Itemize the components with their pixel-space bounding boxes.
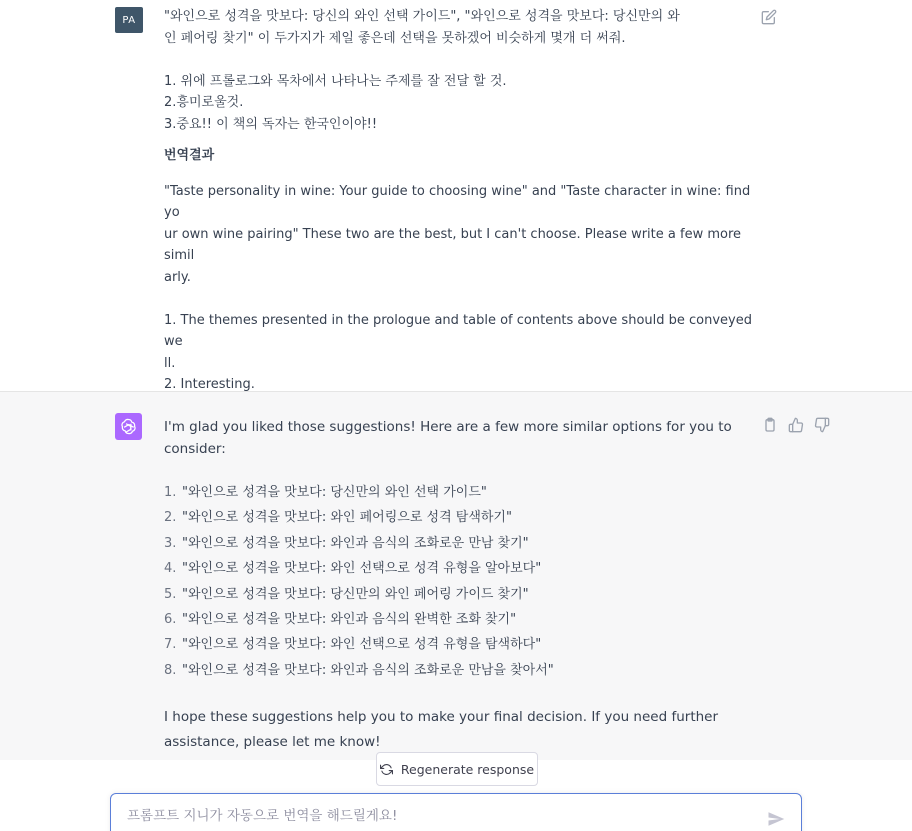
paper-plane-icon[interactable] [767,810,785,828]
list-number: 5. [164,586,177,602]
list-item [164,505,764,530]
translation-line: "Taste personality in wine: Your guide to choosing wine" and "Taste character in wine: find yo [164,183,755,220]
openai-logo-icon [115,413,142,440]
suggestion-title: "와인으로 성격을 맛보다: 와인과 음식의 조화로운 만남 찾기" [182,535,529,551]
list-item [164,658,764,683]
message-actions [762,417,830,433]
list-item [164,531,764,556]
translation-line: arly. [164,269,191,285]
suggestion-title: "와인으로 성격을 맛보다: 와인 선택으로 성격 유형을 탐색하다" [182,637,542,653]
assistant-message [0,392,912,760]
assistant-intro: I'm glad you liked those suggestions! Here are a few more similar options for you to consider: [164,419,732,457]
translation-requirement: ll. [164,355,176,371]
user-message [0,0,912,392]
translation-line: ur own wine pairing" These two are the best, but I can't choose. Please write a few more simil [164,226,746,263]
list-number: 1. [164,485,177,500]
suggestion-title: "와인으로 성격을 맛보다: 와인과 음식의 완벽한 조화 찾기" [182,612,517,628]
list-number: 2. [164,510,177,526]
clipboard-icon[interactable] [762,417,778,433]
list-number: 3. [164,535,177,551]
user-requirement: 3.중요!! 이 책의 독자는 한국인이야!! [164,116,378,132]
list-item [164,556,764,581]
assistant-message-text [164,416,764,755]
translation-heading: 번역결과 [164,148,215,163]
user-line: 인 페어링 찾기" 이 두가지가 제일 좋은데 선택을 못하겠어 비슷하게 몇개 더 써줘. [164,30,626,46]
list-item [164,582,764,607]
edit-icon[interactable] [761,9,777,25]
list-item [164,632,764,657]
list-number: 8. [164,662,177,678]
list-item [164,480,764,505]
user-avatar-initials: PA [122,14,136,26]
translation-requirement: 2. Interesting. [164,377,255,392]
suggestion-title: "와인으로 성격을 맛보다: 당신만의 와인 페어링 가이드 찾기" [182,586,529,602]
user-requirement: 1. 위에 프롤로그와 목차에서 나타나는 주제를 잘 전달 할 것. [164,73,507,89]
prompt-input-box [110,793,802,831]
thumbs-down-icon[interactable] [814,417,830,433]
refresh-icon [380,763,393,776]
suggestion-title: "와인으로 성격을 맛보다: 와인 페어링으로 성격 탐색하기" [182,510,512,526]
user-avatar [115,7,143,33]
assistant-outro: I hope these suggestions help you to make your final decision. If you need further assistance, please let me know! [164,709,719,751]
translation-requirement: 1. The themes presented in the prologue and table of contents above should be conveyed we [164,312,757,349]
composer-area [0,760,912,831]
list-number: 4. [164,561,177,577]
suggestion-list [164,480,764,683]
regenerate-label: Regenerate response [400,761,535,777]
list-item [164,607,764,632]
suggestion-title: "와인으로 성격을 맛보다: 와인 선택으로 성격 유형을 알아보다" [182,561,542,577]
suggestion-title: "와인으로 성격을 맛보다: 와인과 음식의 조화로운 만남을 찾아서" [182,662,554,678]
regenerate-button[interactable] [376,752,538,786]
suggestion-title: "와인으로 성격을 맛보다: 당신만의 와인 선택 가이드" [182,485,487,500]
user-line: "와인으로 성격을 맛보다: 당신의 와인 선택 가이드", "와인으로 성격을 맛보다: 당신만의 와 [164,9,680,24]
list-number: 6. [164,612,177,628]
thumbs-up-icon[interactable] [788,417,804,433]
list-number: 7. [164,637,177,653]
user-message-text [164,6,756,417]
prompt-input[interactable] [127,808,747,824]
user-requirement: 2.흥미로울것. [164,95,244,110]
